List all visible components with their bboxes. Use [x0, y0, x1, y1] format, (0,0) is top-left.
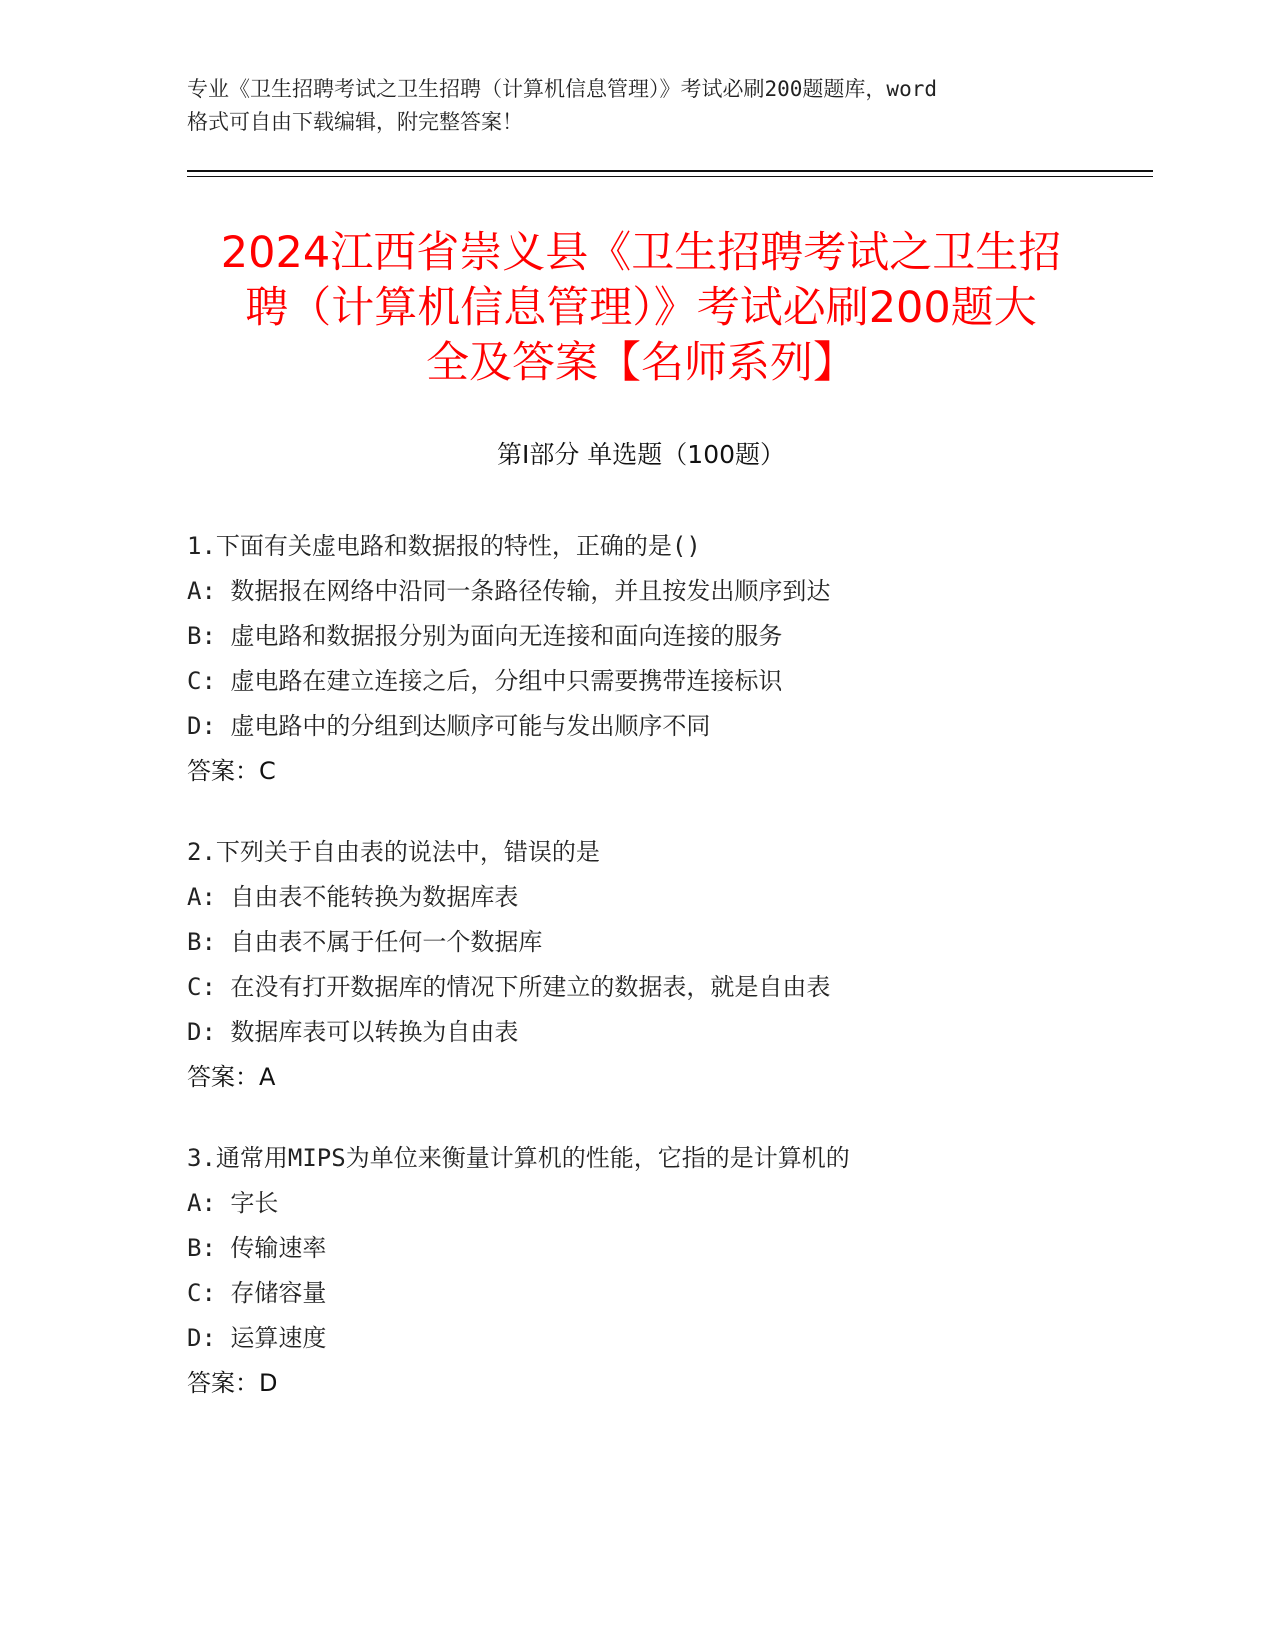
question-option-d: D: 数据库表可以转换为自由表 [187, 1018, 519, 1046]
question-list [187, 524, 1107, 1442]
header-divider-thick [187, 170, 1153, 172]
question-stem: 3.通常用MIPS为单位来衡量计算机的性能，它指的是计算机的 [187, 1144, 850, 1172]
document-title [187, 226, 1095, 391]
question-item [187, 1136, 1107, 1406]
question-stem: 2.下列关于自由表的说法中，错误的是 [187, 838, 600, 866]
question-option-a: A: 数据报在网络中沿同一条路径传输，并且按发出顺序到达 [187, 577, 831, 605]
question-option-d: D: 虚电路中的分组到达顺序可能与发出顺序不同 [187, 712, 711, 740]
question-answer: 答案：D [187, 1369, 278, 1397]
header-note-line-1: 专业《卫生招聘考试之卫生招聘（计算机信息管理）》考试必刷200题题库，word [187, 77, 937, 101]
document-title-line-3: 全及答案【名师系列】 [426, 338, 856, 388]
question-option-b: B: 自由表不属于任何一个数据库 [187, 928, 543, 956]
question-option-a: A: 字长 [187, 1189, 279, 1217]
question-item [187, 524, 1107, 794]
question-option-b: B: 传输速率 [187, 1234, 327, 1262]
header-note-line-2: 格式可自由下载编辑，附完整答案！ [187, 110, 523, 134]
question-option-c: C: 虚电路在建立连接之后，分组中只需要携带连接标识 [187, 667, 783, 695]
document-title-line-1: 2024江西省崇义县《卫生招聘考试之卫生招 [220, 228, 1062, 278]
document-title-line-2: 聘（计算机信息管理）》考试必刷200题大 [245, 283, 1037, 333]
question-option-a: A: 自由表不能转换为数据库表 [187, 883, 519, 911]
question-option-b: B: 虚电路和数据报分别为面向无连接和面向连接的服务 [187, 622, 783, 650]
question-answer: 答案：A [187, 1063, 276, 1091]
question-item [187, 830, 1107, 1100]
question-answer: 答案：C [187, 757, 276, 785]
question-option-c: C: 存储容量 [187, 1279, 327, 1307]
section-title: 第Ⅰ部分 单选题（100题） [496, 440, 786, 469]
question-stem: 1.下面有关虚电路和数据报的特性，正确的是() [187, 532, 701, 560]
header-note [187, 73, 1087, 139]
question-option-d: D: 运算速度 [187, 1324, 327, 1352]
question-option-c: C: 在没有打开数据库的情况下所建立的数据表，就是自由表 [187, 973, 831, 1001]
header-divider-thin [187, 176, 1153, 177]
